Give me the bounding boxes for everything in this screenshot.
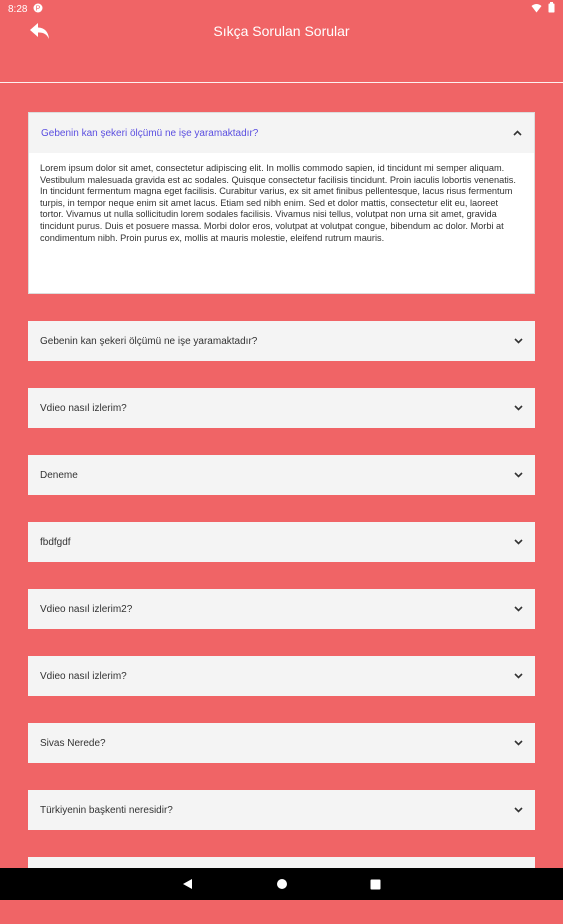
notification-icon (33, 3, 43, 16)
chevron-down-icon (513, 470, 523, 480)
faq-item[interactable] (28, 790, 535, 830)
faq-question: fbdfgdf (40, 537, 71, 548)
nav-back-button[interactable] (181, 877, 195, 891)
faq-question: Gebenin kan şekeri ölçümü ne işe yaramaktadır? (41, 128, 258, 139)
chevron-down-icon (513, 805, 523, 815)
faq-item[interactable] (28, 321, 535, 361)
faq-item[interactable] (28, 455, 535, 495)
svg-text:P: P (36, 5, 41, 12)
app-bar (0, 18, 563, 82)
faq-answer: Lorem ipsum dolor sit amet, consectetur adipiscing elit. In mollis commodo sapien, id tincidunt mi semper aliquam. Vestibulum malesuada gravida est ac sodales. Quisque consectetur facilisis tincidunt. Proin iaculis lobortis venenatis. In tincidunt fermentum magna eget facilisis. Curabitur varius, ex sit amet finibus pellentesque, lacus risus fermentum turpis, in tempor neque enim sit amet lacus. Etiam sed nibh enim. Sed et dolor mattis, consectetur elit eu, laoreet tortor. Vivamus ut nulla sollicitudin lorem sodales facilisis. Vivamus nisi tellus, volutpat non urna sit amet, gravida tincidunt purus. Duis et posuere massa. Morbi dolor eros, volutpat at volutpat congue, bibendum ac dolor. Morbi at condimentum nibh. Proin purus ex, mollis at mauris molestie, eleifend rutrum mauris. (29, 153, 534, 244)
system-nav-bar (0, 868, 563, 900)
nav-recents-button[interactable] (369, 877, 383, 891)
faq-question: Türkiyenin başkenti neresidir? (40, 805, 173, 816)
nav-home-button[interactable] (275, 877, 289, 891)
faq-item[interactable] (28, 723, 535, 763)
chevron-up-icon (512, 128, 522, 138)
faq-item[interactable] (28, 589, 535, 629)
status-time: 8:28 (8, 4, 27, 15)
wifi-icon (531, 3, 542, 16)
chevron-down-icon (513, 336, 523, 346)
faq-question: Deneme (40, 470, 78, 481)
faq-expanded-header[interactable] (29, 113, 534, 153)
app-bar-divider (0, 82, 563, 83)
status-left (8, 3, 43, 16)
page-title: Sıkça Sorulan Sorular (0, 23, 563, 39)
faq-question: Gebenin kan şekeri ölçümü ne işe yaramaktadır? (40, 336, 257, 347)
faq-question: Sivas Nerede? (40, 738, 106, 749)
chevron-down-icon (513, 537, 523, 547)
status-right (531, 2, 555, 16)
faq-question: Vdieo nasıl izlerim? (40, 403, 127, 414)
status-bar (0, 0, 563, 18)
faq-item[interactable] (28, 388, 535, 428)
chevron-down-icon (513, 738, 523, 748)
faq-item[interactable] (28, 656, 535, 696)
chevron-down-icon (513, 403, 523, 413)
faq-item-expanded (28, 112, 535, 294)
faq-question: Vdieo nasıl izlerim2? (40, 604, 132, 615)
faq-item[interactable] (28, 522, 535, 562)
faq-question: Vdieo nasıl izlerim? (40, 671, 127, 682)
faq-list (28, 112, 535, 924)
chevron-down-icon (513, 604, 523, 614)
chevron-down-icon (513, 671, 523, 681)
battery-icon (548, 2, 555, 16)
